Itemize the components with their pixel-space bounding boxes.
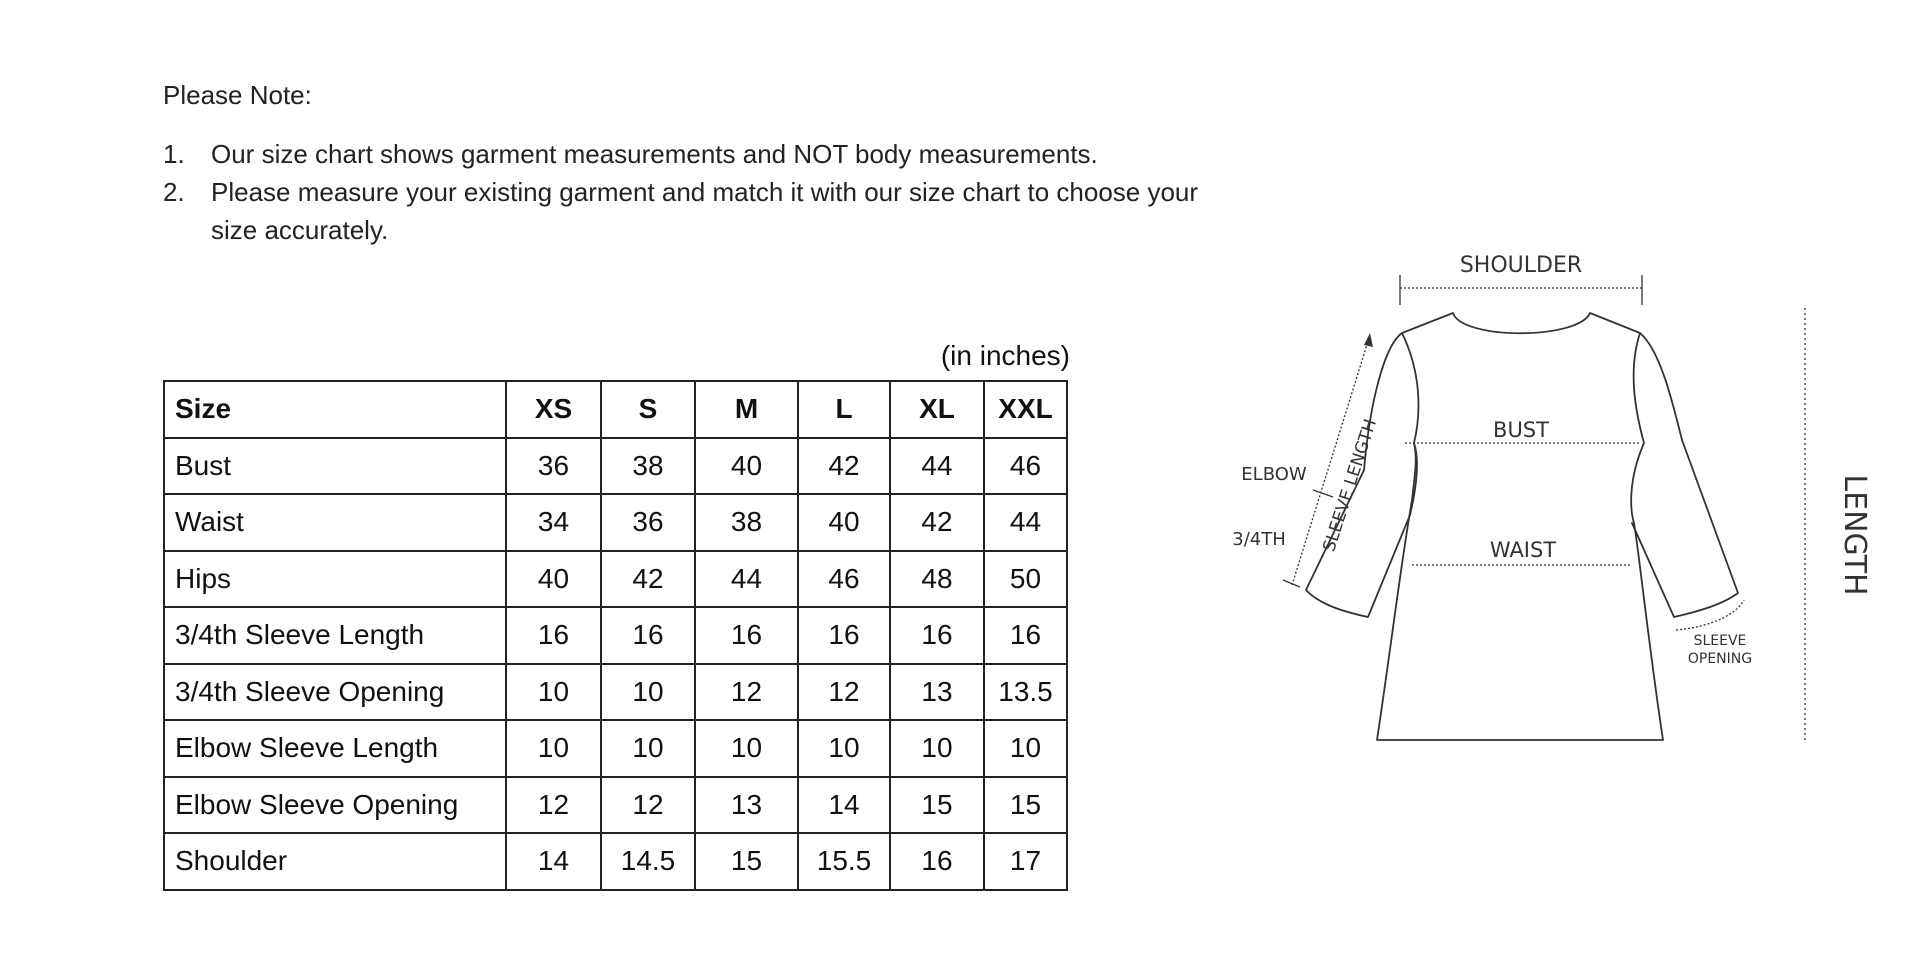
- table-row: [164, 720, 1067, 777]
- table-cell: 16: [798, 607, 890, 664]
- sleeve-length-label: SLEEVE LENGTH: [1319, 416, 1382, 555]
- table-cell: 15: [984, 777, 1067, 834]
- sleeve-opening-label-line2: OPENING: [1687, 651, 1753, 667]
- table-row: [164, 494, 1067, 551]
- note-section: [163, 80, 1213, 249]
- header-l: L: [798, 381, 890, 438]
- table-cell: 16: [695, 607, 798, 664]
- table-cell: 38: [695, 494, 798, 551]
- header-xs: XS: [506, 381, 601, 438]
- table-cell: 10: [601, 664, 695, 721]
- table-cell: 14.5: [601, 833, 695, 890]
- table-cell: 10: [695, 720, 798, 777]
- table-cell: 38: [601, 438, 695, 495]
- length-label: LENGTH: [1837, 474, 1872, 596]
- table-row: [164, 664, 1067, 721]
- table-cell: 12: [601, 777, 695, 834]
- note-title: Please Note:: [163, 80, 312, 110]
- table-cell: 42: [890, 494, 984, 551]
- table-cell: 40: [798, 494, 890, 551]
- table-cell: 16: [890, 833, 984, 890]
- unit-label: (in inches): [940, 340, 1070, 371]
- row-label: Bust: [164, 438, 506, 495]
- table-cell: 15: [695, 833, 798, 890]
- table-cell: 12: [695, 664, 798, 721]
- table-cell: 36: [601, 494, 695, 551]
- sleeve-opening-label-line1: SLEEVE: [1693, 633, 1747, 649]
- row-label: 3/4th Sleeve Opening: [164, 664, 506, 721]
- table-cell: 40: [506, 551, 601, 608]
- bust-label: BUST: [1493, 418, 1549, 442]
- note-item: [163, 135, 1213, 173]
- row-label: 3/4th Sleeve Length: [164, 607, 506, 664]
- table-cell: 16: [890, 607, 984, 664]
- elbow-label: ELBOW: [1241, 464, 1307, 485]
- table-body: [164, 438, 1067, 890]
- note-list: [163, 135, 1213, 249]
- header-xxl: XXL: [984, 381, 1067, 438]
- header-s: S: [601, 381, 695, 438]
- table-cell: 42: [601, 551, 695, 608]
- table-cell: 10: [890, 720, 984, 777]
- note-item: [163, 173, 1213, 249]
- table-cell: 10: [984, 720, 1067, 777]
- size-chart-table: [163, 380, 1068, 891]
- waist-label: WAIST: [1489, 538, 1557, 562]
- garment-body-outline: [1377, 313, 1663, 740]
- row-label: Waist: [164, 494, 506, 551]
- row-label: Shoulder: [164, 833, 506, 890]
- table-cell: 15.5: [798, 833, 890, 890]
- garment-diagram: [1200, 230, 1880, 770]
- table-cell: 36: [506, 438, 601, 495]
- row-label: Elbow Sleeve Opening: [164, 777, 506, 834]
- table-cell: 44: [695, 551, 798, 608]
- table-cell: 10: [506, 720, 601, 777]
- table-cell: 10: [601, 720, 695, 777]
- table-cell: 13: [890, 664, 984, 721]
- note-item-number: 2.: [163, 177, 185, 207]
- table-cell: 10: [506, 664, 601, 721]
- table-cell: 16: [601, 607, 695, 664]
- right-sleeve-outline: [1632, 333, 1738, 617]
- row-label: Elbow Sleeve Length: [164, 720, 506, 777]
- table-cell: 13: [695, 777, 798, 834]
- note-item-text: Please measure your existing garment and match it with our size chart to choose your size accurately.: [211, 177, 1199, 245]
- table-cell: 42: [798, 438, 890, 495]
- table-cell: 13.5: [984, 664, 1067, 721]
- table-cell: 16: [506, 607, 601, 664]
- table-cell: 46: [984, 438, 1067, 495]
- table-row: [164, 551, 1067, 608]
- table-cell: 14: [798, 777, 890, 834]
- header-size: Size: [164, 381, 506, 438]
- note-item-number: 1.: [163, 139, 185, 169]
- table-cell: 10: [798, 720, 890, 777]
- table-cell: 44: [890, 438, 984, 495]
- table-cell: 34: [506, 494, 601, 551]
- table-row: [164, 607, 1067, 664]
- table-cell: 50: [984, 551, 1067, 608]
- three-fourth-label: 3/4TH: [1232, 529, 1286, 550]
- table-header-row: [164, 381, 1067, 438]
- table-cell: 46: [798, 551, 890, 608]
- shoulder-label: SHOULDER: [1459, 253, 1583, 278]
- table-cell: 15: [890, 777, 984, 834]
- row-label: Hips: [164, 551, 506, 608]
- table-cell: 17: [984, 833, 1067, 890]
- table-cell: 12: [506, 777, 601, 834]
- table-cell: 48: [890, 551, 984, 608]
- header-m: M: [695, 381, 798, 438]
- table-cell: 14: [506, 833, 601, 890]
- table-cell: 12: [798, 664, 890, 721]
- header-xl: XL: [890, 381, 984, 438]
- table-cell: 40: [695, 438, 798, 495]
- table-cell: 44: [984, 494, 1067, 551]
- note-item-text: Our size chart shows garment measurements and NOT body measurements.: [211, 139, 1098, 169]
- table-cell: 16: [984, 607, 1067, 664]
- table-row: [164, 833, 1067, 890]
- table-row: [164, 438, 1067, 495]
- table-row: [164, 777, 1067, 834]
